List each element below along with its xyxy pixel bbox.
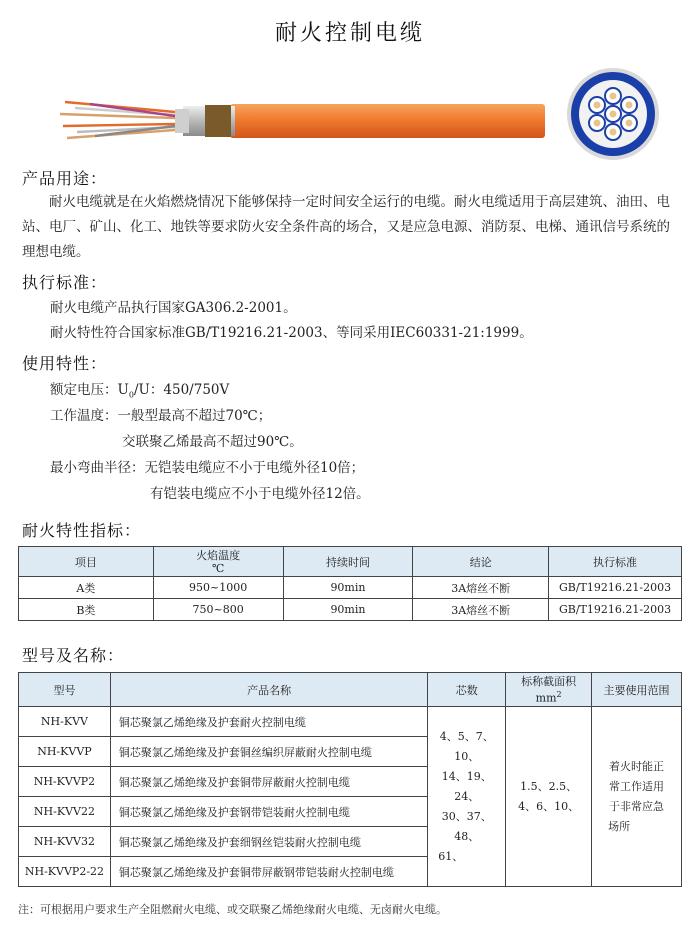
usage-scope-cell: 着火时能正 常工作适用 于非常应急 场所 <box>592 707 682 887</box>
cross-section-cell: 1.5、2.5、 4、6、10、 <box>506 707 592 887</box>
table-row: NH-KVVP 铜芯聚氯乙烯绝缘及护套铜丝编织屏蔽耐火控制电缆 <box>19 737 682 767</box>
features-heading: 使用特性： <box>22 354 108 373</box>
col-flame-temp: 火焰温度 ℃ <box>153 547 283 577</box>
voltage-line: 额定电压：$U_0/U$：450/750V <box>50 382 230 400</box>
temp-line-1: 工作温度：一般型最高不超过70℃； <box>50 408 272 424</box>
table-row: A类 950~1000 90min 3A熔丝不断 GB/T19216.21-2003 <box>19 577 682 599</box>
bend-line-2: 有铠装电缆应不小于电缆外径12倍。 <box>150 486 370 502</box>
col-conclusion: 结论 <box>413 547 549 577</box>
fire-index-table <box>18 546 682 621</box>
table-row: NH-KVVP2-22 铜芯聚氯乙烯绝缘及护套铜带屏蔽钢带铠装耐火控制电缆 <box>19 857 682 887</box>
standard-line-2: 耐火特性符合国家标准GB/T19216.21-2003、等同采用IEC60331-21:1999。 <box>50 325 533 341</box>
table-row: B类 750~800 90min 3A熔丝不断 GB/T19216.21-2003 <box>19 599 682 621</box>
page-title: 耐火控制电缆 <box>274 21 425 46</box>
temp-line-2: 交联聚乙烯最高不超过90℃。 <box>122 434 303 450</box>
bend-line-1: 最小弯曲半径：无铠装电缆应不小于电缆外径10倍； <box>50 460 365 476</box>
usage-text: 耐火电缆就是在火焰燃烧情况下能够保持一定时间安全运行的电缆。耐火电缆适用于高层建筑、油田、电站、电厂、矿山、化工、地铁等要求防火安全条件高的场合，又是应急电源、消防泵、电梯、通讯信号系统的理想电缆。 <box>22 194 670 260</box>
standard-line-1: 耐火电缆产品执行国家GA306.2-2001。 <box>50 300 297 316</box>
col-standard: 执行标准 <box>549 547 682 577</box>
col-cores: 芯数 <box>428 673 506 707</box>
col-item: 项目 <box>19 547 154 577</box>
col-cross-section: 标称截面积 $mm^2$ <box>506 673 592 707</box>
table-row: NH-KVV22 铜芯聚氯乙烯绝缘及护套钢带铠装耐火控制电缆 <box>19 797 682 827</box>
cable-cross-section-illustration <box>565 66 661 162</box>
col-product-name: 产品名称 <box>110 673 427 707</box>
models-heading: 型号及名称： <box>22 646 125 665</box>
models-table <box>18 672 682 887</box>
table-row: NH-KVVP2 铜芯聚氯乙烯绝缘及护套铜带屏蔽耐火控制电缆 <box>19 767 682 797</box>
cable-illustration <box>55 92 545 146</box>
table-row: NH-KVV32 铜芯聚氯乙烯绝缘及护套细钢丝铠装耐火控制电缆 <box>19 827 682 857</box>
fire-index-heading: 耐火特性指标： <box>22 521 142 540</box>
usage-heading: 产品用途： <box>22 169 108 188</box>
cores-cell: 4、5、7、10、 14、19、24、 30、37、48、 61、 <box>428 707 506 887</box>
col-duration: 持续时间 <box>283 547 413 577</box>
col-usage-scope: 主要使用范围 <box>592 673 682 707</box>
table-row: NH-KVV 铜芯聚氯乙烯绝缘及护套耐火控制电缆 4、5、7、10、 14、19、24、 30、37、48、 61、 1.5、2.5、 4、6、10、 着火时能正 常工作适用 于非常应急 场所 <box>19 707 682 737</box>
footnote: 注：可根据用户要求生产全阻燃耐火电缆、或交联聚乙烯绝缘耐火电缆、无卤耐火电缆。 <box>18 903 447 916</box>
standard-heading: 执行标准： <box>22 273 108 292</box>
col-model: 型号 <box>19 673 111 707</box>
